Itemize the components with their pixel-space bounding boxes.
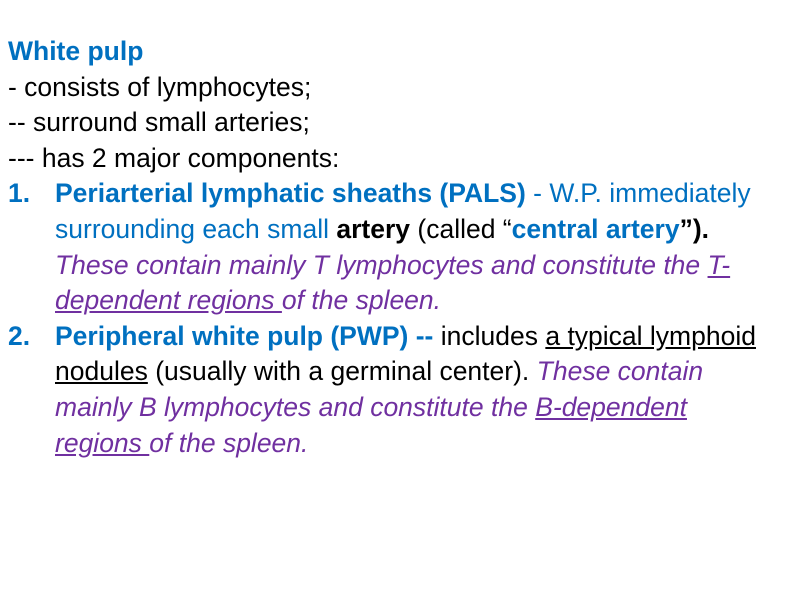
pwp-description: These contain mainly B lymphocytes and constitute the [55,356,704,422]
pwp-germinal-text: (usually with a germinal center). [147,356,530,387]
list-number: 2. [8,320,31,351]
pals-description-end: of the spleen. [281,285,442,316]
pwp-dash: -- [408,320,434,351]
list-number: 1. [8,178,31,209]
central-artery-term: central artery [511,213,680,244]
called-suffix: ”). [679,213,710,244]
pwp-includes-text: includes [433,320,546,351]
b-dependent-regions-text: B-dependent regions [55,391,687,458]
bullet-line-lymphocytes: - consists of lymphocytes; [8,71,312,102]
components-list [8,176,780,461]
slide-title: White pulp [8,36,144,66]
bullet-line-arteries: -- surround small arteries; [8,107,310,138]
called-prefix: (called “ [410,213,512,244]
lymphoid-nodules-text: a typical lymphoid nodules [55,320,756,387]
pals-description: These contain mainly T lymphocytes and constitute the [55,249,708,280]
list-item-pals [8,176,780,318]
list-item-pwp [8,319,780,461]
t-dependent-regions-link-text: T-dependent regions [55,249,731,316]
artery-term: artery [336,213,411,244]
pals-dash-text: - W.P. immediately surrounding each small [55,178,751,244]
pals-term: Periarterial lymphatic sheaths (PALS) [55,178,526,209]
pwp-description-end: of the spleen. [149,427,309,458]
bullet-line-components: --- has 2 major components: [8,142,340,173]
pwp-term: Peripheral white pulp (PWP) [55,320,409,351]
